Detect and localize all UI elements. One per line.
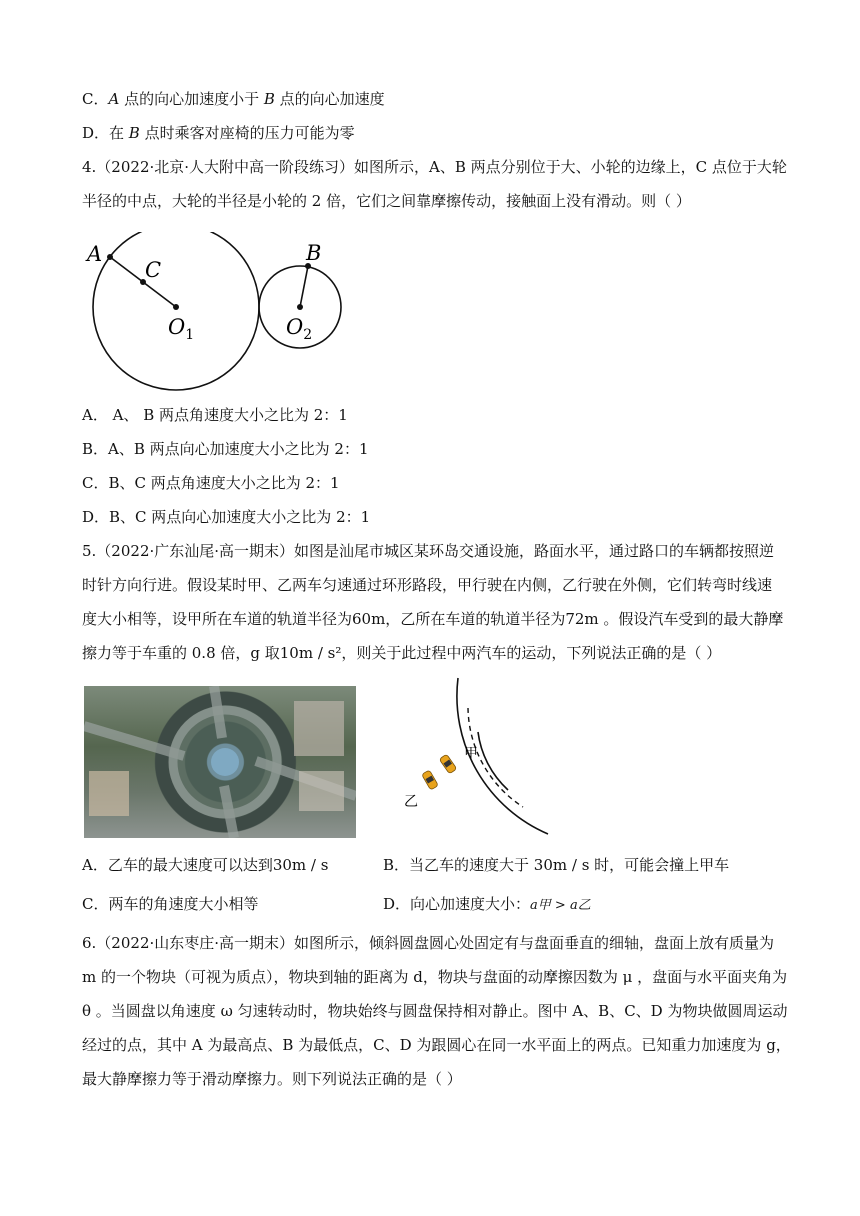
q3-option-c: C．A 点的向心加速度小于 B 点的向心加速度 xyxy=(82,90,385,108)
car-yi xyxy=(422,770,439,790)
label-o1: $O_1$ xyxy=(168,315,195,343)
q5-stem-line2: 时针方向行进。假设某时甲、乙两车匀速通过环形路段，甲行驶在内侧，乙行驶在外侧，它们转弯时线速 xyxy=(82,576,773,594)
q3-option-d: D．在 B 点时乘客对座椅的压力可能为零 xyxy=(82,124,355,142)
q6-stem-line1: 6.（2022·山东枣庄·高一期末）如图所示，倾斜圆盘圆心处固定有与盘面垂直的细轴，盘面上放有质量为 xyxy=(82,934,775,952)
label-a: A xyxy=(87,242,103,266)
q5-option-d: D．向心加速度大小：a甲 > a乙 xyxy=(383,895,591,913)
q4-stem-line1: 4.（2022·北京·人大附中高一阶段练习）如图所示，A、B 两点分别位于大、小轮的边缘上，C 点位于大轮 xyxy=(82,158,787,176)
label-c: C xyxy=(145,258,162,282)
q5-stem-line3: 度大小相等，设甲所在车道的轨道半径为60m，乙所在车道的轨道半径为72m 。假设汽车受到的最大静摩 xyxy=(82,610,784,628)
q5-lane-diagram xyxy=(398,674,558,850)
q4-option-c: C．B、C 两点角速度大小之比为 2：1 xyxy=(82,474,340,492)
q6-stem-line3: θ 。当圆盘以角速度 ω 匀速转动时，物块始终与圆盘保持相对静止。图中 A、B、C、D 为物块做圆周运动 xyxy=(82,1002,788,1020)
label-b: B xyxy=(306,241,322,265)
label-yi: 乙 xyxy=(404,794,418,810)
label-o2: $O_2$ xyxy=(286,315,313,343)
q4-option-d: D．B、C 两点向心加速度大小之比为 2：1 xyxy=(82,508,371,526)
q5-stem-line4: 擦力等于车重的 0.8 倍，g 取10m / s²，则关于此过程中两汽车的运动，下列说法正确的是（ ） xyxy=(82,644,722,662)
q4-option-a: A． A、 B 两点角速度大小之比为 2：1 xyxy=(82,406,348,424)
q4-wheels-figure xyxy=(82,232,362,398)
car-jia xyxy=(439,754,457,774)
q6-stem-line4: 经过的点，其中 A 为最高点、B 为最低点，C、D 为跟圆心在同一水平面上的两点。已知重力加速度为 g， xyxy=(82,1036,791,1054)
q5-option-b: B．当乙车的速度大于 30m / s 时，可能会撞上甲车 xyxy=(383,856,730,874)
q5-option-c: C．两车的角速度大小相等 xyxy=(82,895,259,913)
q6-stem-line5: 最大静摩擦力等于滑动摩擦力。则下列说法正确的是（ ） xyxy=(82,1070,462,1088)
label-jia: 甲 xyxy=(464,746,478,762)
q5-option-a: A．乙车的最大速度可以达到30m / s xyxy=(82,856,329,874)
q6-stem-line2: m 的一个物块（可视为质点），物块到轴的距离为 d，物块与盘面的动摩擦因数为 μ ，盘面与水平面夹角为 xyxy=(82,968,788,986)
large-wheel xyxy=(93,232,259,390)
roundabout-photo xyxy=(84,686,356,838)
q4-option-b: B．A、B 两点向心加速度大小之比为 2：1 xyxy=(82,440,369,458)
q4-stem-line2: 半径的中点，大轮的半径是小轮的 2 倍，它们之间靠摩擦传动，接触面上没有滑动。则（ ） xyxy=(82,192,691,210)
q5-stem-line1: 5.（2022·广东汕尾·高一期末）如图是汕尾市城区某环岛交通设施，路面水平，通过路口的车辆都按照逆 xyxy=(82,542,775,560)
